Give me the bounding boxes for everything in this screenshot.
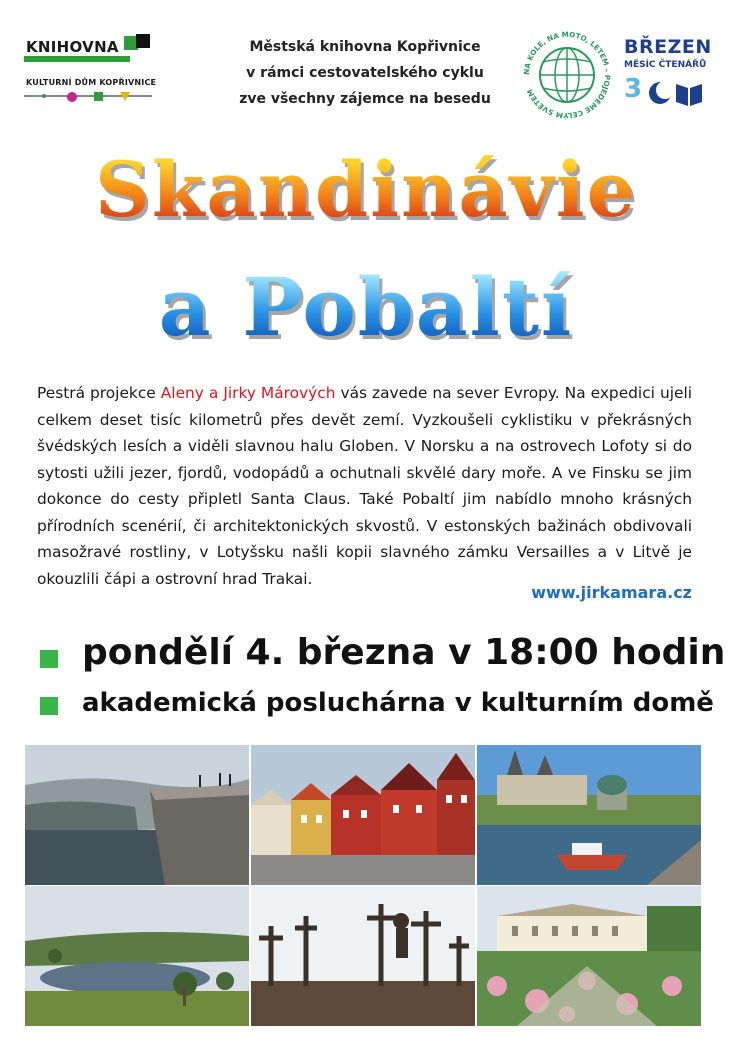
library-logo [24, 34, 160, 104]
photo-castle-harbor [477, 745, 701, 885]
title-line-2: a Pobaltí [0, 262, 732, 352]
description [37, 380, 692, 592]
photo-bryggen-houses [251, 745, 475, 885]
photo-hill-of-crosses [251, 886, 475, 1026]
event-place: akademická posluchárna v kulturním domě [82, 688, 714, 718]
march-logo-number: 3 [624, 74, 643, 104]
logo-symbols-icon [24, 91, 152, 103]
march-logo-tagline: MĚSÍC ČTENÁŘŮ [624, 60, 707, 70]
cycle-logo [522, 30, 612, 120]
photo-bog-lake [25, 886, 249, 1026]
photo-fjord-cliff [25, 745, 249, 885]
presenters-name: Aleny a Jirky Márových [160, 384, 336, 402]
description-intro: Pestrá projekce [37, 384, 161, 402]
bullet-square-icon [40, 650, 58, 668]
event-date-time: pondělí 4. března v 18:00 hodin [82, 632, 726, 673]
intro-line: zve všechny zájemce na besedu [239, 91, 491, 107]
library-logo-subtitle: KULTURNÍ DŮM KOPŘIVNICE [26, 78, 157, 87]
march-logo-month: BŘEZEN [624, 36, 712, 58]
library-logo-title: KNIHOVNA [26, 38, 119, 56]
march-logo [622, 36, 712, 116]
book-icon [674, 80, 704, 108]
description-body: vás zavede na sever Evropy. Na expedici ujeli celkem deset tisíc kilometrů přes devět zemí. Vyzkoušeli cyklistiku v překrásných švédských lesích a viděli slavnou halu Globen. V Norsku a na ostrovech Lofoty si do sytosti užili jezer, fjordů, vodopádů a ochutnali skvělé dary moře. A ve Finsku se jim dokonce do cesty připletl Santa Claus. Také Pobaltí jim nabídlo mnoho krásných přírodních scenérií, či architektonických skvostů. V estonských bažinách obdivovali masožravé rostliny, v Lotyšsku našli kopii slavného zámku Versailles a v Litvě je okouzlili čápi a ostrovní hrad Trakai. [37, 384, 692, 588]
website-link[interactable]: www.jirkamara.cz [531, 583, 692, 602]
globe-icon [522, 30, 612, 120]
bullet-square-icon [40, 697, 58, 715]
photo-palace-gardens [477, 886, 701, 1026]
intro-text [200, 34, 530, 112]
logo-bar [24, 56, 130, 62]
logo-square-black [136, 34, 150, 48]
intro-line: Městská knihovna Kopřivnice [249, 39, 481, 55]
intro-line: v rámci cestovatelského cyklu [246, 65, 484, 81]
title-line-1: Skandinávie [0, 145, 732, 235]
globe-ring-text: NA KOLE, NA MOTO, LETEM – POJEDEME CELÝM SVĚTEM [522, 30, 612, 120]
